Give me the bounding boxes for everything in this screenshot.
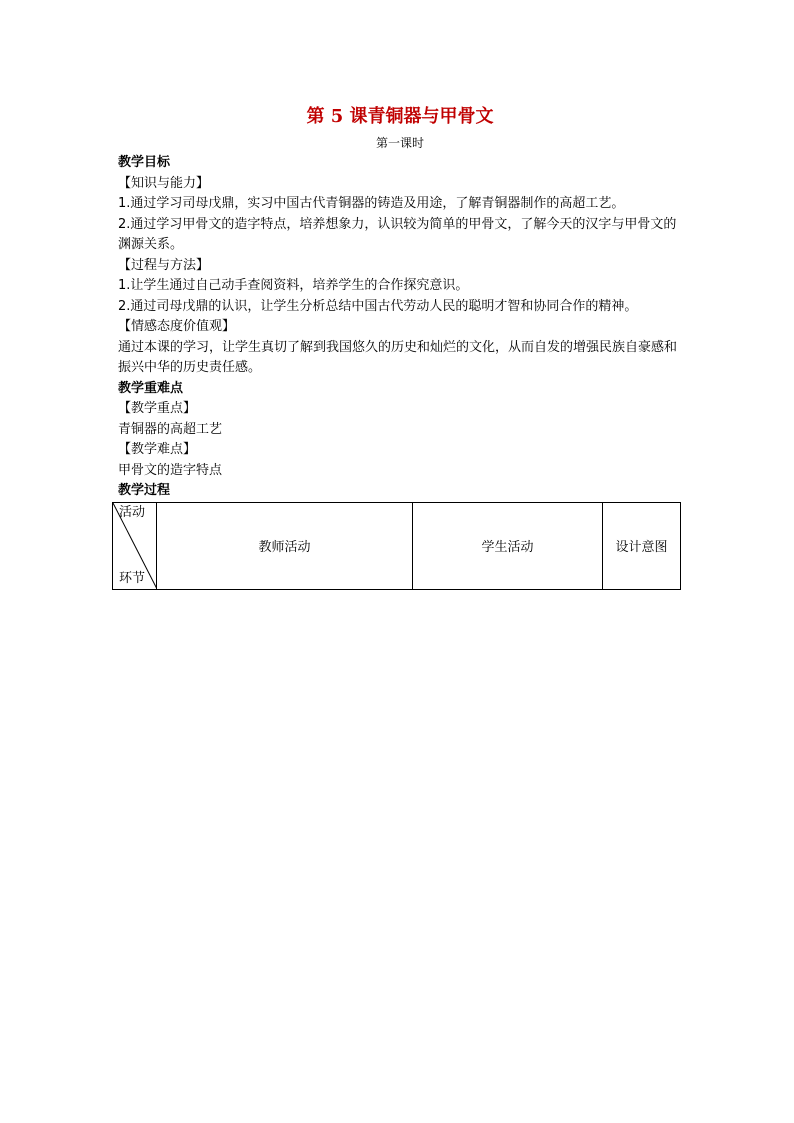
document-title: 第 5 课青铜器与甲骨文 [306,106,494,127]
knowledge-heading: 【知识与能力】 [118,175,210,191]
process-heading: 【过程与方法】 [118,257,210,273]
difficulty-text: 甲骨文的造字特点 [118,462,223,478]
procedure-heading: 教学过程 [118,483,171,498]
procedure-table [112,502,681,590]
goals-heading: 教学目标 [118,155,171,170]
column-header-teacher: 教师活动 [157,502,413,589]
column-header-intent: 设计意图 [603,502,681,589]
emotion-heading: 【情感态度价值观】 [118,319,236,334]
corner-bottom-label: 环节 [119,570,146,586]
key-point-text: 青铜器的高超工艺 [118,421,223,437]
table-corner-cell [113,502,157,589]
process-item-2: 2.通过司母戊鼎的认识，让学生分析总结中国古代劳动人民的聪明才智和协同合作的精神。 [118,298,638,314]
process-item-1: 1.让学生通过自己动手查阅资料，培养学生的合作探究意识。 [118,278,469,293]
knowledge-item-2: 2.通过学习甲骨文的造字特点，培养想象力，认识较为简单的甲骨文，了解今天的汉字与甲骨文的渊源关系。 [118,216,677,252]
key-point-heading: 【教学重点】 [118,401,197,416]
emotion-text: 通过本课的学习，让学生真切了解到我国悠久的历史和灿烂的文化，从而自发的增强民族自豪感和振兴中华的历史责任感。 [118,339,678,375]
key-difficulty-heading: 教学重难点 [118,380,184,396]
column-header-student: 学生活动 [413,502,603,589]
knowledge-item-1: 1.通过学习司母戊鼎，实习中国古代青铜器的铸造及用途，了解青铜器制作的高超工艺。 [118,196,625,211]
corner-top-label: 活动 [119,504,146,520]
document-subtitle: 第一课时 [375,136,424,150]
lesson-plan-page [118,100,682,590]
table-header-row [113,502,681,589]
difficulty-heading: 【教学难点】 [118,442,197,457]
